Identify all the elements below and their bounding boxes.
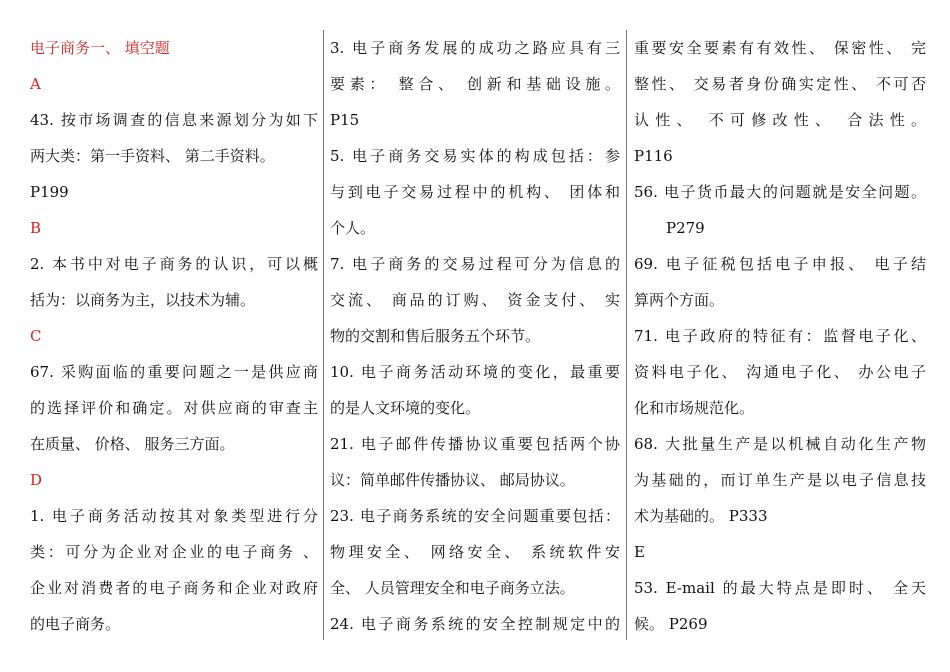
column-3 [634,30,926,642]
text-line: 53. E-mail 的最大特点是即时、 全天 [634,579,926,597]
text-line: B [30,219,42,237]
text-line: 的是人文环境的变化。 [330,399,481,417]
text-line: 7. 电子商务的交易过程可分为信息的 [330,255,620,273]
text-line: E [634,543,645,561]
text-line: 类：可分为企业对企业的电子商务 、 [30,543,318,561]
text-line: 化和市场规范化。 [634,399,755,417]
column-2 [330,30,620,642]
text-line: 认性、 不可修改性、 合法性。 [634,111,926,129]
text-line: 物的交割和售后服务五个环节。 [330,327,541,345]
text-line: 电子商务一、 填空题 [30,39,170,57]
text-line: 3. 电子商务发展的成功之路应具有三 [330,39,620,57]
text-line: 1. 电子商务活动按其对象类型进行分 [30,507,318,525]
text-line: 全、 人员管理安全和电子商务立法。 [330,579,575,597]
text-line: 要素： 整合、 创新和基础设施。 [330,75,620,93]
text-line: P199 [30,183,69,201]
text-line: 在质量、 价格、 服务三方面。 [30,435,235,453]
text-line: 算两个方面。 [634,291,725,309]
text-line: 物理安全、 网络安全、 系统软件安 [330,543,620,561]
text-line: P116 [634,147,673,165]
text-line: D [30,471,43,489]
text-line: 5. 电子商务交易实体的构成包括：参 [330,147,620,165]
text-line: 56. 电子货币最大的问题就是安全问题。 [634,183,926,201]
text-line: 的选择评价和确定。对供应商的审查主 [30,399,318,417]
text-line: 的电子商务。 [30,615,121,633]
text-line: 2. 本书中对电子商务的认识，可以概 [30,255,318,273]
text-line: 43. 按市场调查的信息来源划分为如下 [30,111,318,129]
text-line: 68. 大批量生产是以机械自动化生产物 [634,435,926,453]
text-line: 10. 电子商务活动环境的变化，最重要 [330,363,620,381]
text-line: 为基础的，而订单生产是以电子信息技 [634,471,926,489]
text-line: 71. 电子政府的特征有：监督电子化、 [634,327,926,345]
text-line: 两大类：第一手资料、 第二手资料。 [30,147,275,165]
text-line: 个人。 [330,219,376,237]
text-line: 资料电子化、 沟通电子化、 办公电子 [634,363,926,381]
text-line: A [30,75,41,93]
text-line: 21. 电子邮件传播协议重要包括两个协 [330,435,620,453]
text-line: 整性、 交易者身份确实定性、 不可否 [634,75,926,93]
text-line: P279 [666,219,705,237]
text-line: P15 [330,111,360,129]
text-line: 括为：以商务为主，以技术为辅。 [30,291,256,309]
text-line: 议：简单邮件传播协议、 邮局协议。 [330,471,575,489]
text-line: 24. 电子商务系统的安全控制规定中的 [330,615,620,633]
text-line: 术为基础的。 P333 [634,507,768,525]
text-line: 候。 P269 [634,615,708,633]
text-line: C [30,327,42,345]
column-divider-1 [323,30,324,640]
text-line: 交流、 商品的订购、 资金支付、 实 [330,291,620,309]
text-line: 企业对消费者的电子商务和企业对政府 [30,579,318,597]
text-line: 与到电子交易过程中的机构、 团体和 [330,183,620,201]
column-divider-2 [626,30,627,640]
text-line: 67. 采购面临的重要问题之一是供应商 [30,363,318,381]
text-line: 23. 电子商务系统的安全问题重要包括： [330,507,620,525]
column-1 [30,30,318,642]
text-line: 重要安全要素有有效性、 保密性、 完 [634,39,926,57]
text-line: 69. 电子征税包括电子申报、 电子结 [634,255,926,273]
